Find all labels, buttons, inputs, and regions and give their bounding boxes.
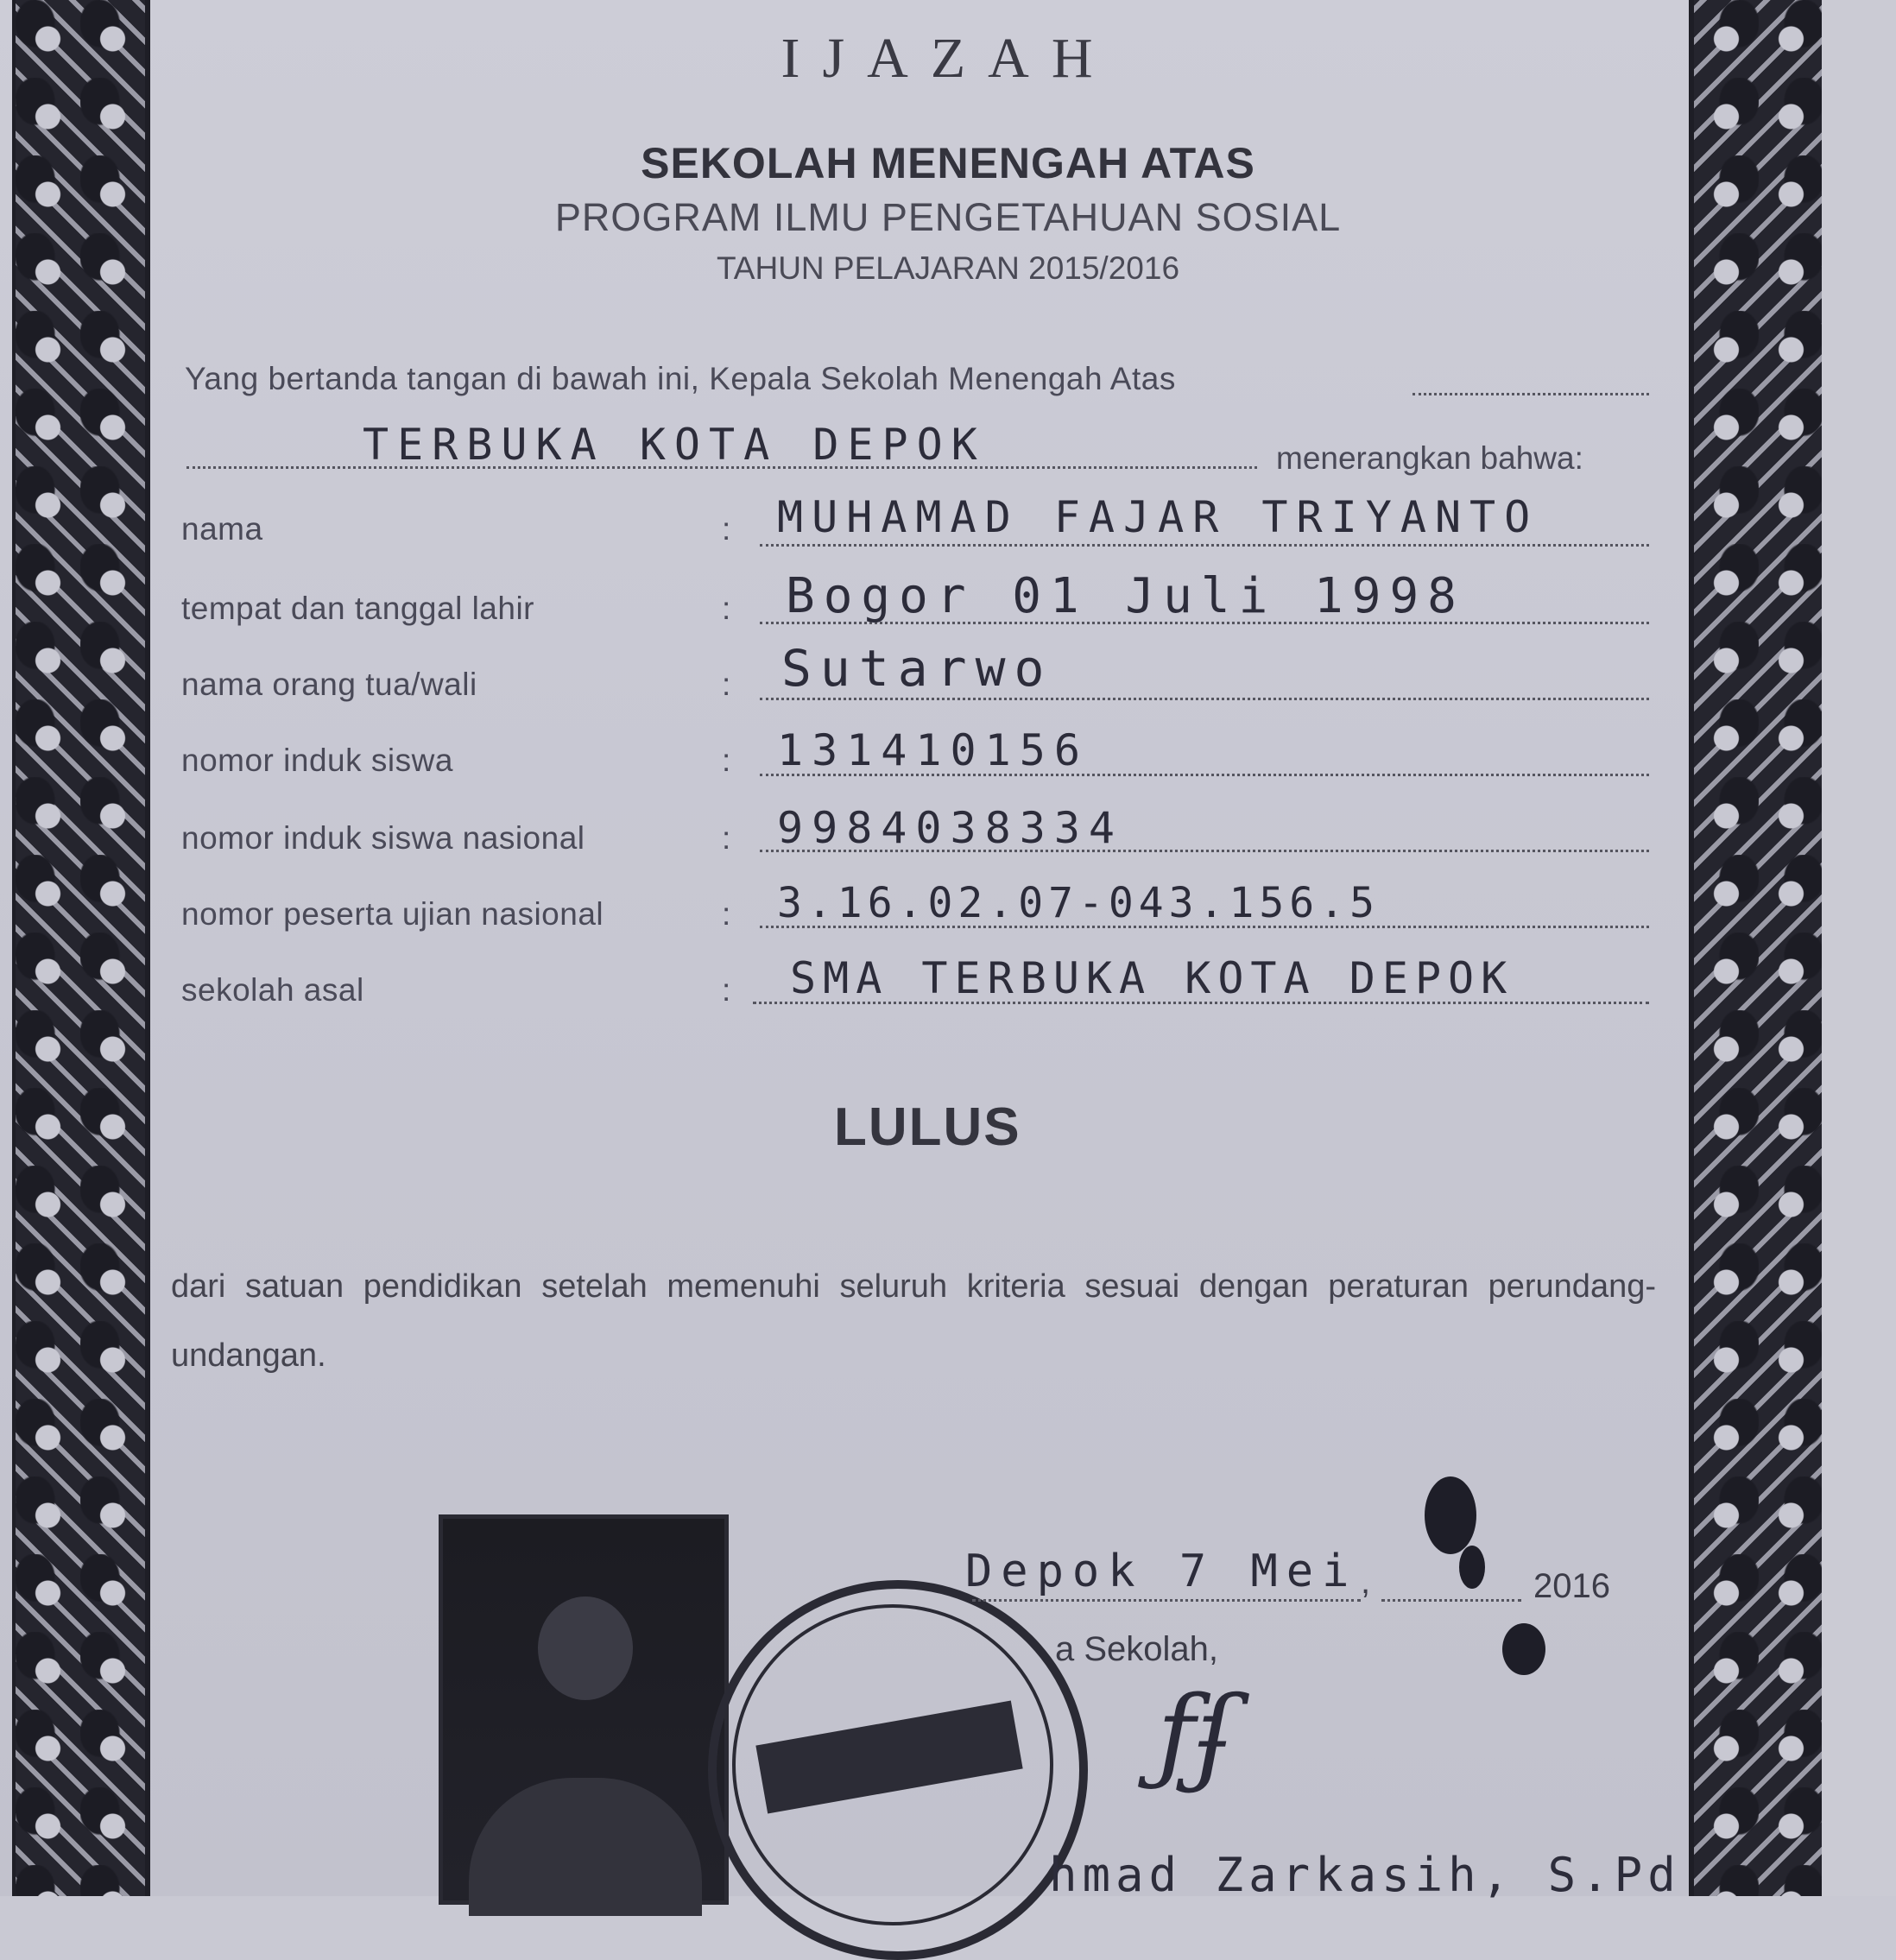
field-colon: : [722, 972, 731, 1008]
date-year: 2016 [1533, 1567, 1610, 1605]
field-label-nis: nomor induk siswa [181, 743, 453, 778]
field-label-nisn: nomor induk siswa nasional [181, 820, 585, 856]
program-heading: PROGRAM ILMU PENGETAHUAN SOSIAL [554, 195, 1342, 239]
ink-blot [1425, 1476, 1476, 1554]
academic-year-heading: TAHUN PELAJARAN 2015/2016 [716, 250, 1180, 286]
result-status: LULUS [834, 1097, 1021, 1157]
field-value-name: MUHAMAD FAJAR TRIYANTO [777, 492, 1539, 542]
field-label-parent: nama orang tua/wali [181, 667, 477, 702]
field-label-exam-number: nomor peserta ujian nasional [181, 896, 604, 932]
signatory-name: hmad Zarkasih, S.Pd [1049, 1848, 1681, 1902]
field-label-name: nama [181, 511, 263, 547]
dotted-line [760, 698, 1649, 700]
student-photo [439, 1514, 729, 1905]
photo-shoulders [469, 1778, 702, 1916]
field-label-birth: tempat dan tanggal lahir [181, 591, 534, 626]
intro-trailing-text: menerangkan bahwa: [1276, 440, 1583, 476]
ink-blot [1502, 1623, 1545, 1675]
signatory-position: a Sekolah, [1055, 1630, 1219, 1668]
field-value-exam-number: 3.16.02.07-043.156.5 [777, 879, 1380, 927]
school-name-handwritten: TERBUKA KOTA DEPOK [363, 420, 986, 470]
dotted-line [1413, 393, 1649, 395]
dotted-line [760, 544, 1649, 547]
field-value-nis: 131410156 [777, 725, 1089, 775]
field-colon: : [722, 511, 731, 547]
intro-line: Yang bertanda tangan di bawah ini, Kepala Sekolah Menengah Atas [185, 361, 1176, 396]
certificate-title: IJAZAH [781, 27, 1115, 90]
field-value-birth: Bogor 01 Juli 1998 [786, 568, 1465, 624]
field-value-nisn: 9984038334 [777, 803, 1124, 853]
field-colon: : [722, 743, 731, 778]
field-colon: : [722, 896, 731, 932]
date-comma: , [1361, 1563, 1371, 1601]
dotted-line [1381, 1599, 1521, 1602]
photo-head [538, 1596, 633, 1700]
field-colon: : [722, 820, 731, 856]
dotted-line [972, 1599, 1361, 1602]
field-value-origin-school: SMA TERBUKA KOTA DEPOK [790, 953, 1514, 1003]
handwritten-signature: ƒʄ [1157, 1675, 1234, 1795]
field-label-origin-school: sekolah asal [181, 972, 364, 1008]
field-colon: : [722, 591, 731, 626]
field-value-parent: Sutarwo [781, 639, 1053, 698]
ink-blot [1459, 1546, 1485, 1589]
statement-paragraph: dari satuan pendidikan setelah memenuhi seluruh kriteria sesuai dengan peraturan perundang-undangan. [171, 1268, 1656, 1374]
place-date-handwritten: Depok 7 Mei [965, 1546, 1358, 1597]
school-type-heading: SEKOLAH MENENGAH ATAS [641, 139, 1255, 187]
field-colon: : [722, 667, 731, 702]
